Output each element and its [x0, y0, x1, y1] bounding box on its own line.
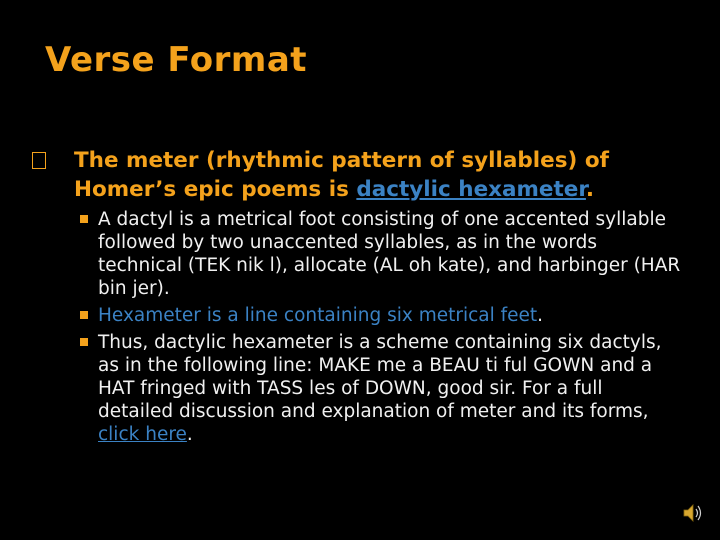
subpoint-text: Hexameter is a line containing six metrical feet	[98, 305, 538, 326]
main-bullet-point	[28, 146, 683, 204]
slide-body	[28, 146, 683, 450]
subpoint-period: .	[537, 305, 544, 326]
slide-title: Verse Format	[45, 40, 308, 80]
main-point-text: The meter (rhythmic pattern of syllables) of Homer’s epic poems is	[74, 148, 609, 202]
subpoint-period: .	[186, 424, 193, 445]
main-point-period: .	[585, 177, 595, 202]
subpoint-text: A dactyl is a metrical foot consisting of one accented syllable followed by two unaccented syllables, as in the words technical (TEK nik l), allocate (AL oh kate), and harbinger (HAR bin jer).	[98, 209, 681, 299]
square-filled-icon	[80, 338, 88, 346]
click-here-link[interactable]: click here	[98, 424, 187, 445]
square-outline-icon	[32, 152, 46, 169]
square-filled-icon	[80, 215, 88, 223]
subpoint-dactylic-hexameter	[80, 331, 683, 446]
subpoint-list	[28, 208, 683, 446]
square-filled-icon	[80, 311, 88, 319]
subpoint-dactyl	[80, 208, 683, 300]
speaker-icon[interactable]	[682, 502, 704, 524]
dactylic-hexameter-link[interactable]: dactylic hexameter	[356, 177, 586, 202]
subpoint-text: Thus, dactylic hexameter is a scheme containing six dactyls, as in the following line: MAKE me a BEAU ti ful GOWN and a HAT fringed with TASS les of DOWN, good sir. For a full detailed discussion and explanation of meter and its forms,	[98, 332, 662, 422]
subpoint-hexameter	[80, 304, 683, 327]
